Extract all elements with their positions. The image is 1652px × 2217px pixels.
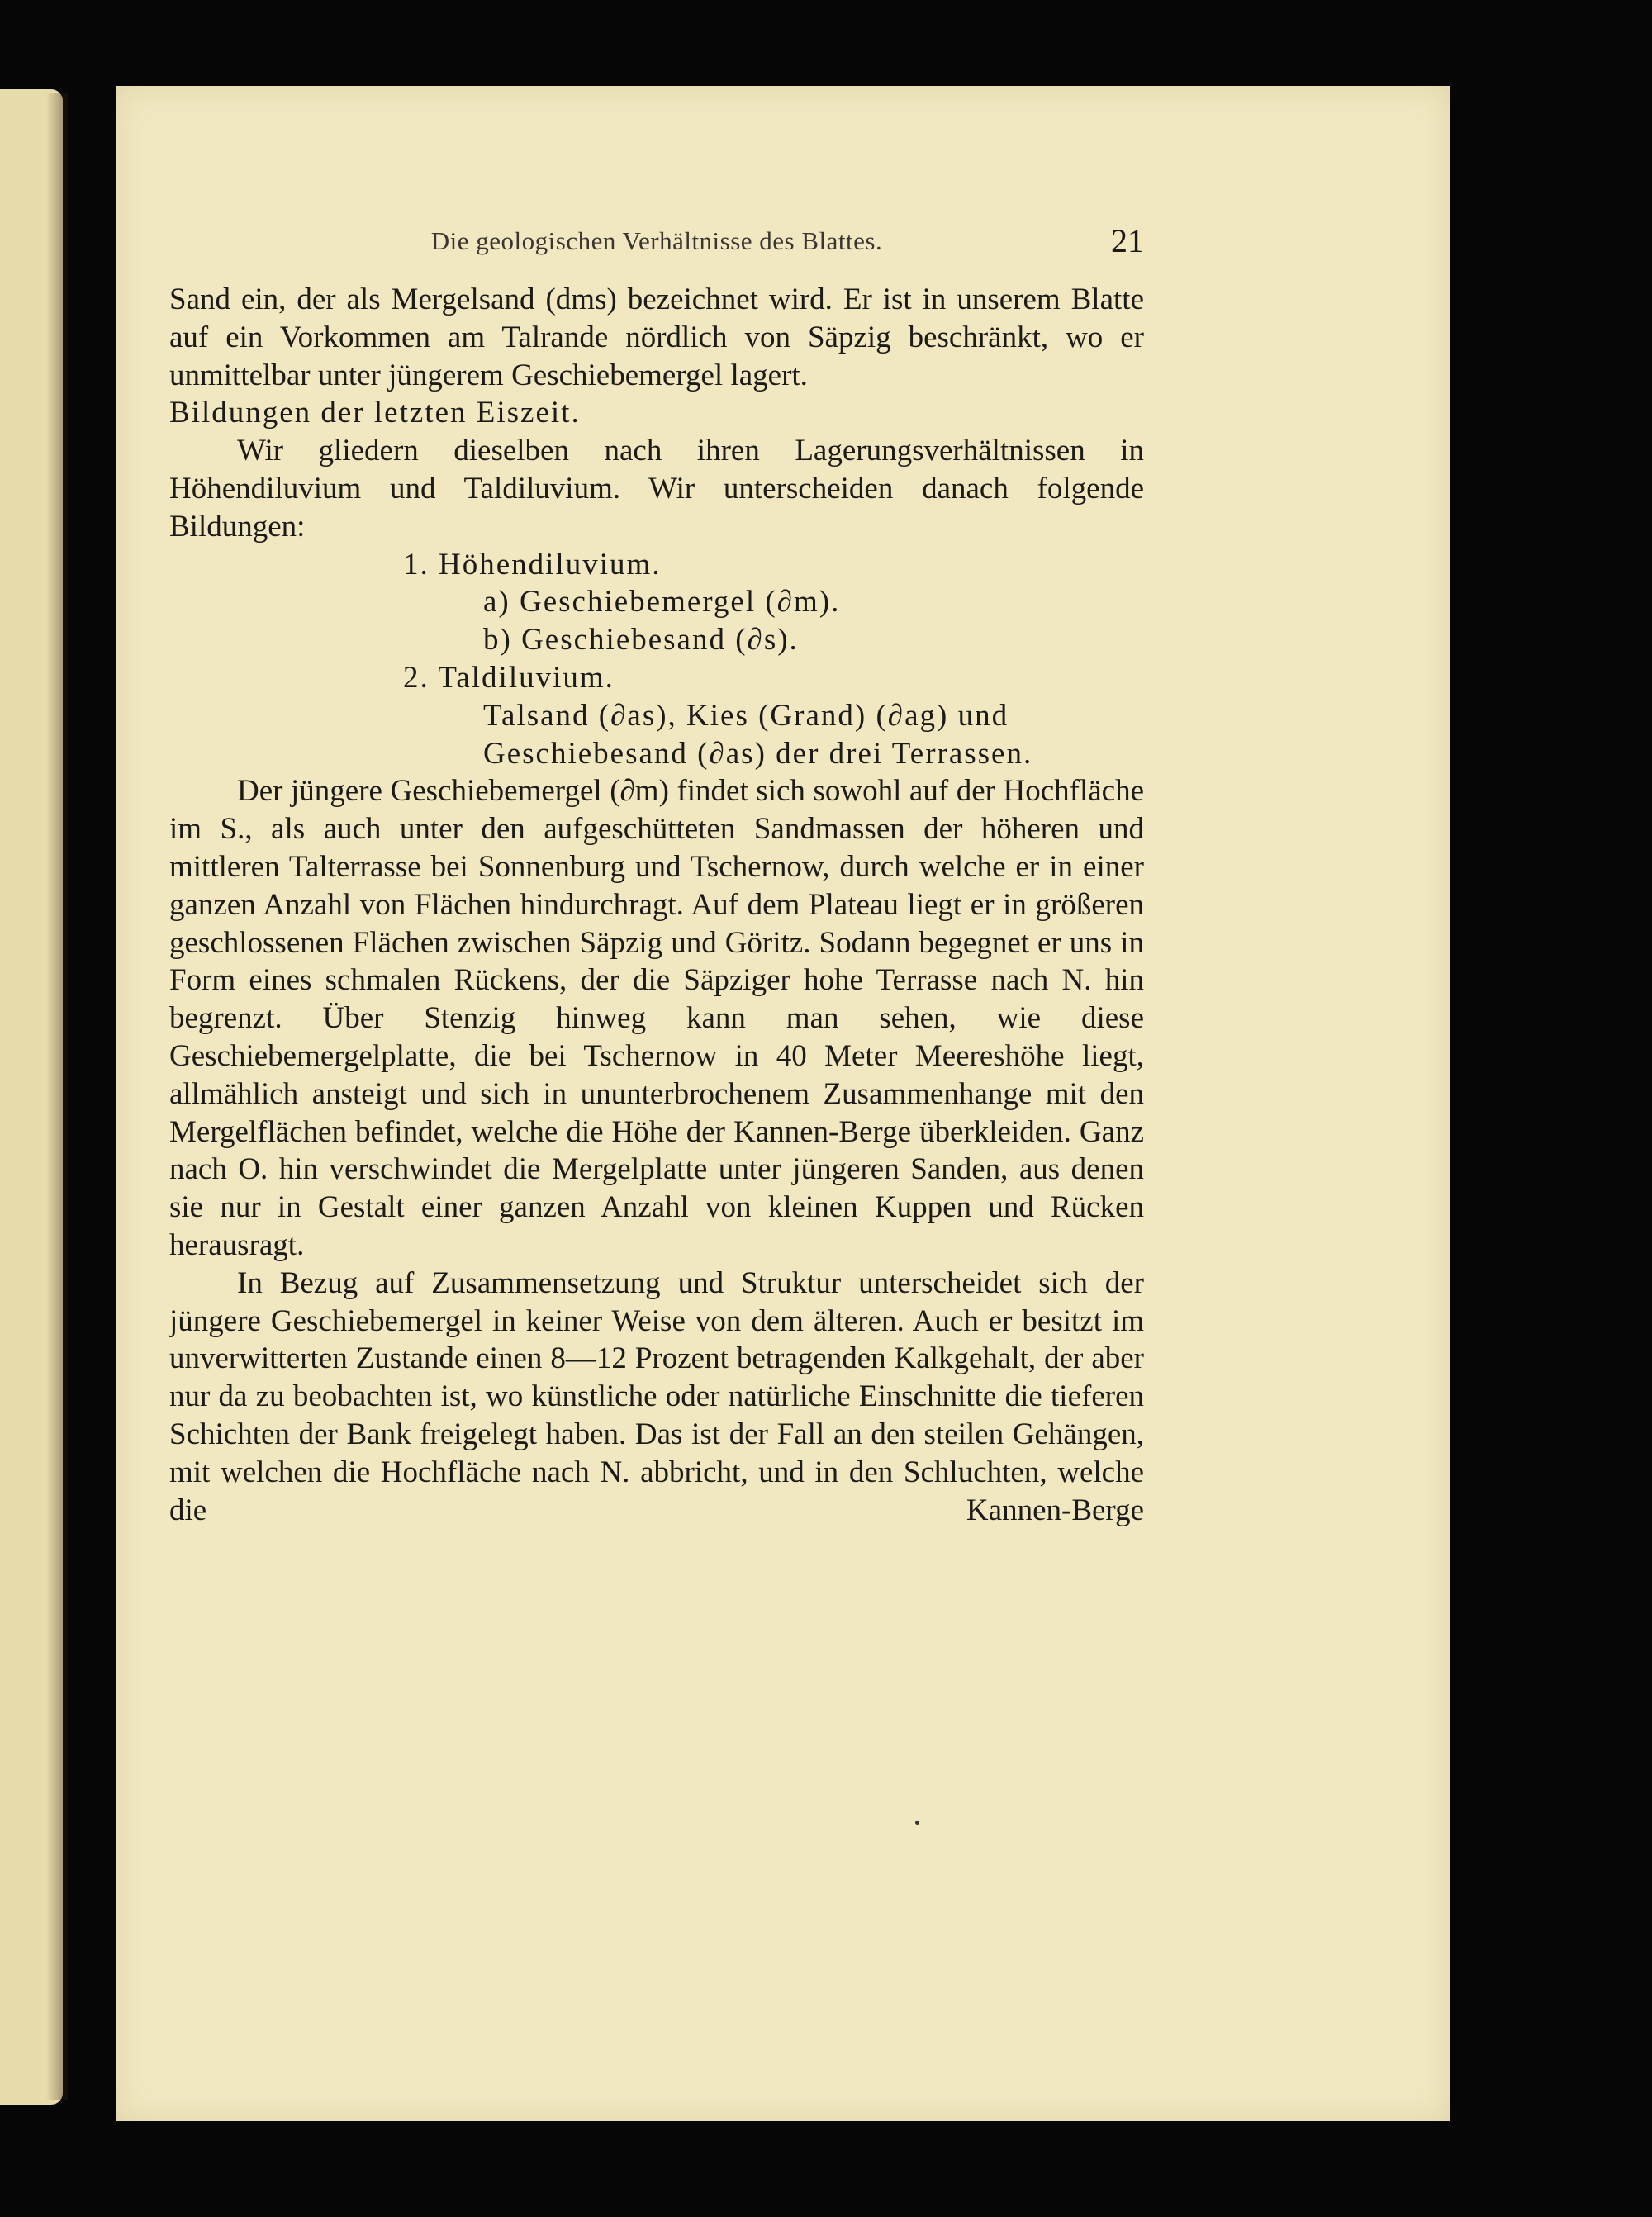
list-item: 2. Taldiluvium. — [403, 660, 615, 695]
paragraph-3: Der jüngere Geschiebemergel (∂m) findet sich sowohl auf der Hochfläche im S., als auch unter den aufgeschütteten Sandmassen der höheren und mittleren Talterrasse bei Sonnenburg und Tschernow, durch welche er in einer ganzen Anzahl von Flächen hindurchragt. Auf dem Plateau liegt er in größeren geschlossenen Flächen zwischen Säpzig und Göritz. Sodann begegnet er uns in Form eines schmalen Rückens, der die Säpziger hohe Terrasse nach N. hin begrenzt. Über Stenzig hinweg kann man sehen, wie diese Geschiebemergelplatte, die bei Tschernow in 40 Meter Meereshöhe liegt, allmählich ansteigt und sich in ununterbrochenem Zusammenhange mit den Mergelflächen befindet, welche die Höhe der Kannen-Berge überkleiden. Ganz nach O. hin verschwindet die Mergelplatte unter jüngeren Sanden, aus denen sie nur in Gestalt einer ganzen Anzahl von kleinen Kuppen und Rücken herausragt. — [169, 774, 1144, 1262]
gutter-shadow — [46, 93, 68, 2100]
page-number: 21 — [1111, 222, 1144, 259]
paragraph-1: Sand ein, der als Mergelsand (dms) bezeichnet wird. Er ist in unserem Blatte auf ein Vorkommen am Talrande nördlich von Säpzig beschränkt, wo er unmittelbar unter jüngerem Geschiebemergel lagert. — [169, 282, 1144, 392]
list-subitem: b) Geschiebesand (∂s). — [483, 623, 799, 658]
paragraph-4: In Bezug auf Zusammensetzung und Struktur unterscheidet sich der jüngere Geschiebemergel in keiner Weise von dem älteren. Auch er besitzt im unverwitterten Zustande einen 8—12 Prozent betragenden Kalkgehalt, der aber nur da zu beobachten ist, wo künstliche oder natürliche Einschnitte die tieferen Schichten der Bank freigelegt haben. Das ist der Fall an den steilen Gehängen, mit welchen die Hochfläche nach N. abbricht, und in den Schluchten, welche die Kannen-Berge — [169, 1265, 1144, 1527]
section-heading: Bildungen der letzten Eiszeit. — [169, 396, 581, 430]
body-text — [169, 281, 1144, 1529]
list-item-text: Talsand (∂as), Kies (Grand) (∂ag) und Geschiebesand (∂as) der drei Terrassen. — [483, 698, 1033, 771]
paragraph-2: Wir gliedern dieselben nach ihren Lagerungsverhältnissen in Höhendiluvium und Taldiluvium. Wir unterscheiden danach folgende Bildungen: — [169, 434, 1144, 544]
running-title: Die geologischen Verhältnisse des Blattes. — [430, 226, 883, 255]
page-header — [169, 221, 1144, 271]
list-subitem: a) Geschiebemergel (∂m). — [483, 585, 841, 620]
list-item: 1. Höhendiluvium. — [403, 547, 662, 582]
ink-speck — [915, 1821, 919, 1825]
classification-list — [169, 546, 1144, 773]
